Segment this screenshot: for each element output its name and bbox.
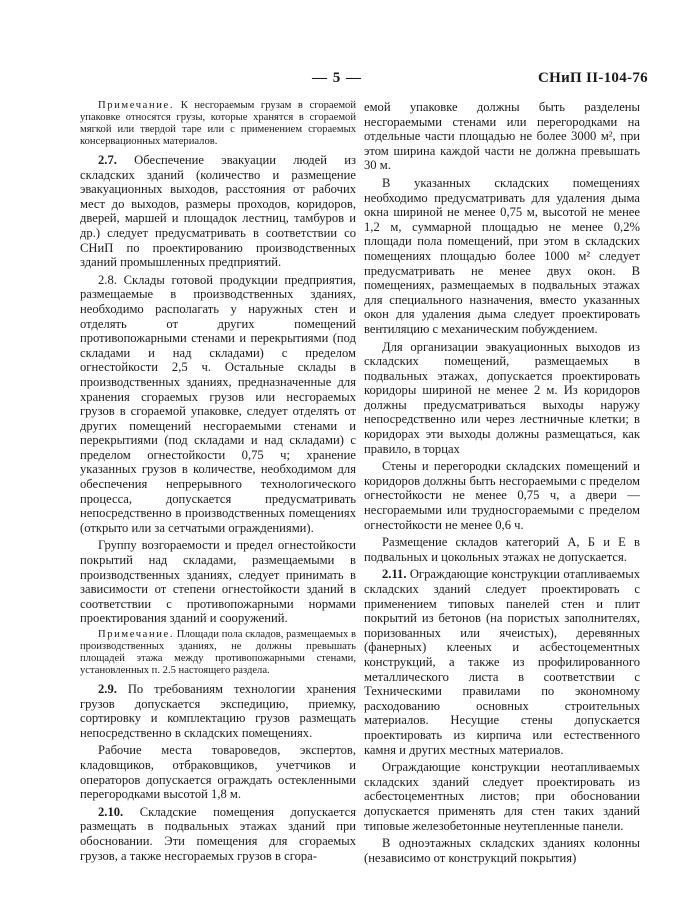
paragraph-single-storey-columns: В одноэтажных складских зданиях колонны (независимо от конструкций покрытия)	[364, 836, 640, 865]
paragraph-text: Ограждающие конструкции отапливаемых складских зданий следует проектировать с применением типовых панелей стен и плит покрытий из бетонов (на пористых заполнителях, поризованных или ячеистых), деревянных (фанерных) клееных и асбестоцементных конструкций, а также из профилированного металлического листа в соответствии с Техническими правилами по экономному расходованию основных строительных материалов. Несущие стены допускается проектировать из кирпича или естественного камня и других местных материалов.	[364, 567, 640, 757]
paragraph-2-8	[80, 273, 356, 536]
paragraph-text: Складские помещения допускается размещать в подвальных этажах зданий при обосновании. Эти помещения для сгораемых грузов, а также несгораемых грузов в сгора-	[80, 804, 356, 863]
right-column	[364, 100, 640, 868]
paragraph-workplaces: Рабочие места товароведов, экспертов, кладовщиков, отбраковщиков, учетчиков и операторов допускается ограждать остекленными перегородками высотой 1,8 м.	[80, 743, 356, 802]
paragraph-combustibility-group: Группу возгораемости и предел огнестойкости покрытий над складами, размещаемыми в производственных зданиях, следует принимать в зависимости от степени огнестойкости зданий в соответствии с противопожарными нормами проектирования зданий и сооружений.	[80, 538, 356, 626]
paragraph-text: Обеспечение эвакуации людей из складских зданий (количество и размещение эвакуационных выходов, расстояния от рабочих мест до выходов, размеры проходов, коридоров, дверей, маршей и площадок лестниц, тамбуров и др.) следует предусматривать в соответствии со СНиП по проектированию производственных зданий промышленных предприятий.	[80, 153, 356, 270]
paragraph-basement-smoke-removal: В указанных складских помещениях необходимо предусматривать для удаления дыма окна шириной не менее 0,75 м, высотой не менее 1,2 м, суммарной площадью не менее 0,2% площади пола помещений, при этом в складских помещениях площадью более 1000 м² следует предусматривать не менее двух окон. В помещениях, размещаемых в подвальных этажах для специального назначения, вместо указанных окон для удаления дыма следует проектировать вентиляцию с механическим побуждением.	[364, 175, 640, 336]
page-number: — 5 —	[312, 70, 362, 86]
paragraph-unheated-buildings: Ограждающие конструкции неотапливаемых складских зданий следует проектировать из асбестоцементных листов; при обосновании допускается применять для стен таких зданий типовые железобетонные неутепленные панели.	[364, 760, 640, 833]
note-text: Площади пола складов, размещаемых в производственных зданиях, не должны превышать площадей этажа между противопожарными стенами, установленных п. 2.5 настоящего раздела.	[80, 629, 356, 676]
paragraph-text: По требованиям технологии хранения грузов допускается экспедицию, приемку, сортировку и комплектацию грузов размещать непосредственно в складских помещениях.	[80, 682, 356, 740]
paragraph-walls-and-doors: Стены и перегородки складских помещений и коридоров должны быть несгораемыми с пределом огнестойкости не менее 0,75 ч, а двери — несгораемыми или трудносгораемыми с пределом огнестойкости не менее 0,6 ч.	[364, 459, 640, 532]
paragraph-categories: Размещение складов категорий А, Б и Е в подвальных и цокольных этажах не допускается.	[364, 535, 640, 564]
note-heading: Примечание.	[98, 629, 175, 640]
paragraph-2-10	[80, 805, 356, 863]
section-number: 2.7.	[98, 153, 117, 167]
page-header	[0, 70, 700, 90]
paragraph-2-7	[80, 153, 356, 270]
document-code: СНиП II-104-76	[538, 70, 648, 86]
section-number: 2.11.	[382, 567, 407, 582]
paragraph-evacuation-corridors: Для организации эвакуационных выходов из складских помещений, размещаемых в подвальных этажах, допускается проектировать коридоры шириной не менее 2 м. Из коридоров должны предусматриваться выходы наружу непосредственно или через лестничные клетки; в коридорах эти выходы должны размещаться, как правило, в торцах	[364, 339, 640, 456]
note-floor-area	[80, 629, 356, 677]
paragraph-2-9	[80, 682, 356, 740]
paragraph-text: Склады готовой продукции предприятия, размещаемые в производственных зданиях, необходимо располагать у наружных стен и отделять от других помещений противопожарными стенами и перекрытиями (под складами и над складами) с пределом огнестойкости 2,5 ч. Остальные склады в производственных зданиях, предназначенные для хранения сгораемых грузов или несгораемых грузов в сгораемой упаковке, следует отделять от других помещений несгораемыми стенами и перекрытиями (под складами и над складами) с пределом огнестойкости 0,75 ч; хранение указанных грузов в количестве, необходимом для обеспечения непрерывного технологического процесса, допускается предусматривать непосредственно в производственных помещениях (открыто или за сетчатыми ограждениями).	[80, 272, 356, 535]
left-column	[80, 100, 356, 866]
paragraph-2-10-continued: емой упаковке должны быть разделены несгораемыми стенами или перегородками на отдельные части площадью не более 3000 м², при этом ширина каждой части не должна превышать 30 м.	[364, 100, 640, 173]
section-number: 2.10.	[98, 804, 124, 819]
note-heading: Примечание.	[98, 100, 175, 111]
paragraph-2-11	[364, 567, 640, 757]
note-text: К несгораемым грузам в сгораемой упаковке относятся грузы, которые хранятся в сгораемой мягкой или твердой таре или с применением сгораемых консервационных материалов.	[80, 100, 356, 147]
section-number: 2.8.	[98, 272, 117, 287]
note-noncombustible-cargo	[80, 100, 356, 148]
section-number: 2.9.	[98, 682, 117, 696]
